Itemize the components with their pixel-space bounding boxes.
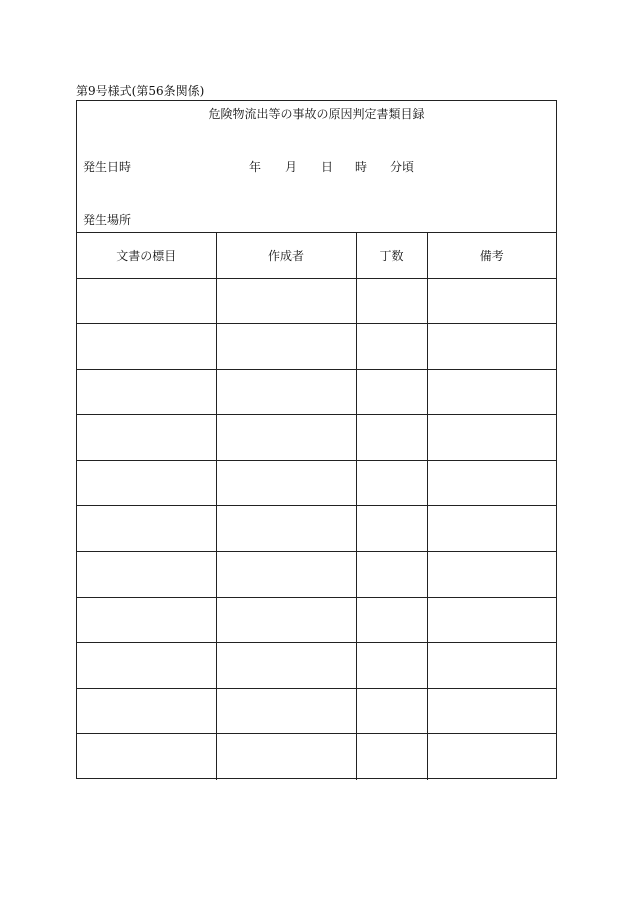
author-cell — [216, 506, 356, 552]
form-title: 危険物流出等の事故の原因判定書類目録 — [208, 107, 425, 121]
header-author: 作成者 — [216, 233, 356, 278]
header-page-count: 丁数 — [356, 233, 427, 278]
month-unit: 月 — [285, 160, 298, 174]
form-number: 第9号様式(第56条関係) — [76, 84, 205, 98]
form-box — [76, 100, 557, 779]
day-unit: 日 — [321, 160, 334, 174]
author-cell — [216, 369, 356, 415]
author-cell — [216, 688, 356, 734]
page-count-cell — [356, 324, 427, 370]
table-row — [77, 597, 556, 643]
table-row — [77, 643, 556, 689]
table-row — [77, 415, 556, 461]
page-count-cell — [356, 506, 427, 552]
document-title-cell — [77, 460, 216, 506]
remarks-cell — [427, 278, 556, 324]
author-cell — [216, 324, 356, 370]
remarks-cell — [427, 688, 556, 734]
document-title-cell — [77, 415, 216, 461]
remarks-cell — [427, 324, 556, 370]
occurrence-date-label: 発生日時 — [83, 160, 132, 174]
remarks-cell — [427, 597, 556, 643]
document-title-cell — [77, 597, 216, 643]
page-count-cell — [356, 278, 427, 324]
document-title-cell — [77, 506, 216, 552]
author-cell — [216, 415, 356, 461]
table-row — [77, 688, 556, 734]
author-cell — [216, 460, 356, 506]
table-row — [77, 506, 556, 552]
author-cell — [216, 734, 356, 780]
author-cell — [216, 552, 356, 598]
table-row — [77, 460, 556, 506]
document-title-cell — [77, 324, 216, 370]
year-unit: 年 — [249, 160, 262, 174]
remarks-cell — [427, 415, 556, 461]
form-header — [77, 101, 556, 233]
remarks-cell — [427, 643, 556, 689]
document-title-cell — [77, 643, 216, 689]
table-row — [77, 552, 556, 598]
page-count-cell — [356, 460, 427, 506]
table-body — [77, 278, 556, 780]
document-title-cell — [77, 278, 216, 324]
page-count-cell — [356, 688, 427, 734]
table-row — [77, 369, 556, 415]
table-header-row — [77, 233, 556, 278]
page-count-cell — [356, 597, 427, 643]
page-count-cell — [356, 643, 427, 689]
table-row — [77, 324, 556, 370]
document-title-cell — [77, 552, 216, 598]
remarks-cell — [427, 460, 556, 506]
remarks-cell — [427, 506, 556, 552]
header-remarks: 備考 — [427, 233, 556, 278]
minute-unit: 分頃 — [390, 160, 415, 174]
document-title-cell — [77, 688, 216, 734]
document-title-cell — [77, 734, 216, 780]
document-list-table — [77, 233, 556, 780]
page-count-cell — [356, 734, 427, 780]
document-title-cell — [77, 369, 216, 415]
page-count-cell — [356, 369, 427, 415]
remarks-cell — [427, 369, 556, 415]
author-cell — [216, 278, 356, 324]
header-document-title: 文書の標目 — [77, 233, 216, 278]
remarks-cell — [427, 552, 556, 598]
author-cell — [216, 643, 356, 689]
table-row — [77, 734, 556, 780]
author-cell — [216, 597, 356, 643]
remarks-cell — [427, 734, 556, 780]
hour-unit: 時 — [355, 160, 368, 174]
page-count-cell — [356, 415, 427, 461]
page-count-cell — [356, 552, 427, 598]
table-row — [77, 278, 556, 324]
occurrence-place-label: 発生場所 — [83, 213, 132, 227]
